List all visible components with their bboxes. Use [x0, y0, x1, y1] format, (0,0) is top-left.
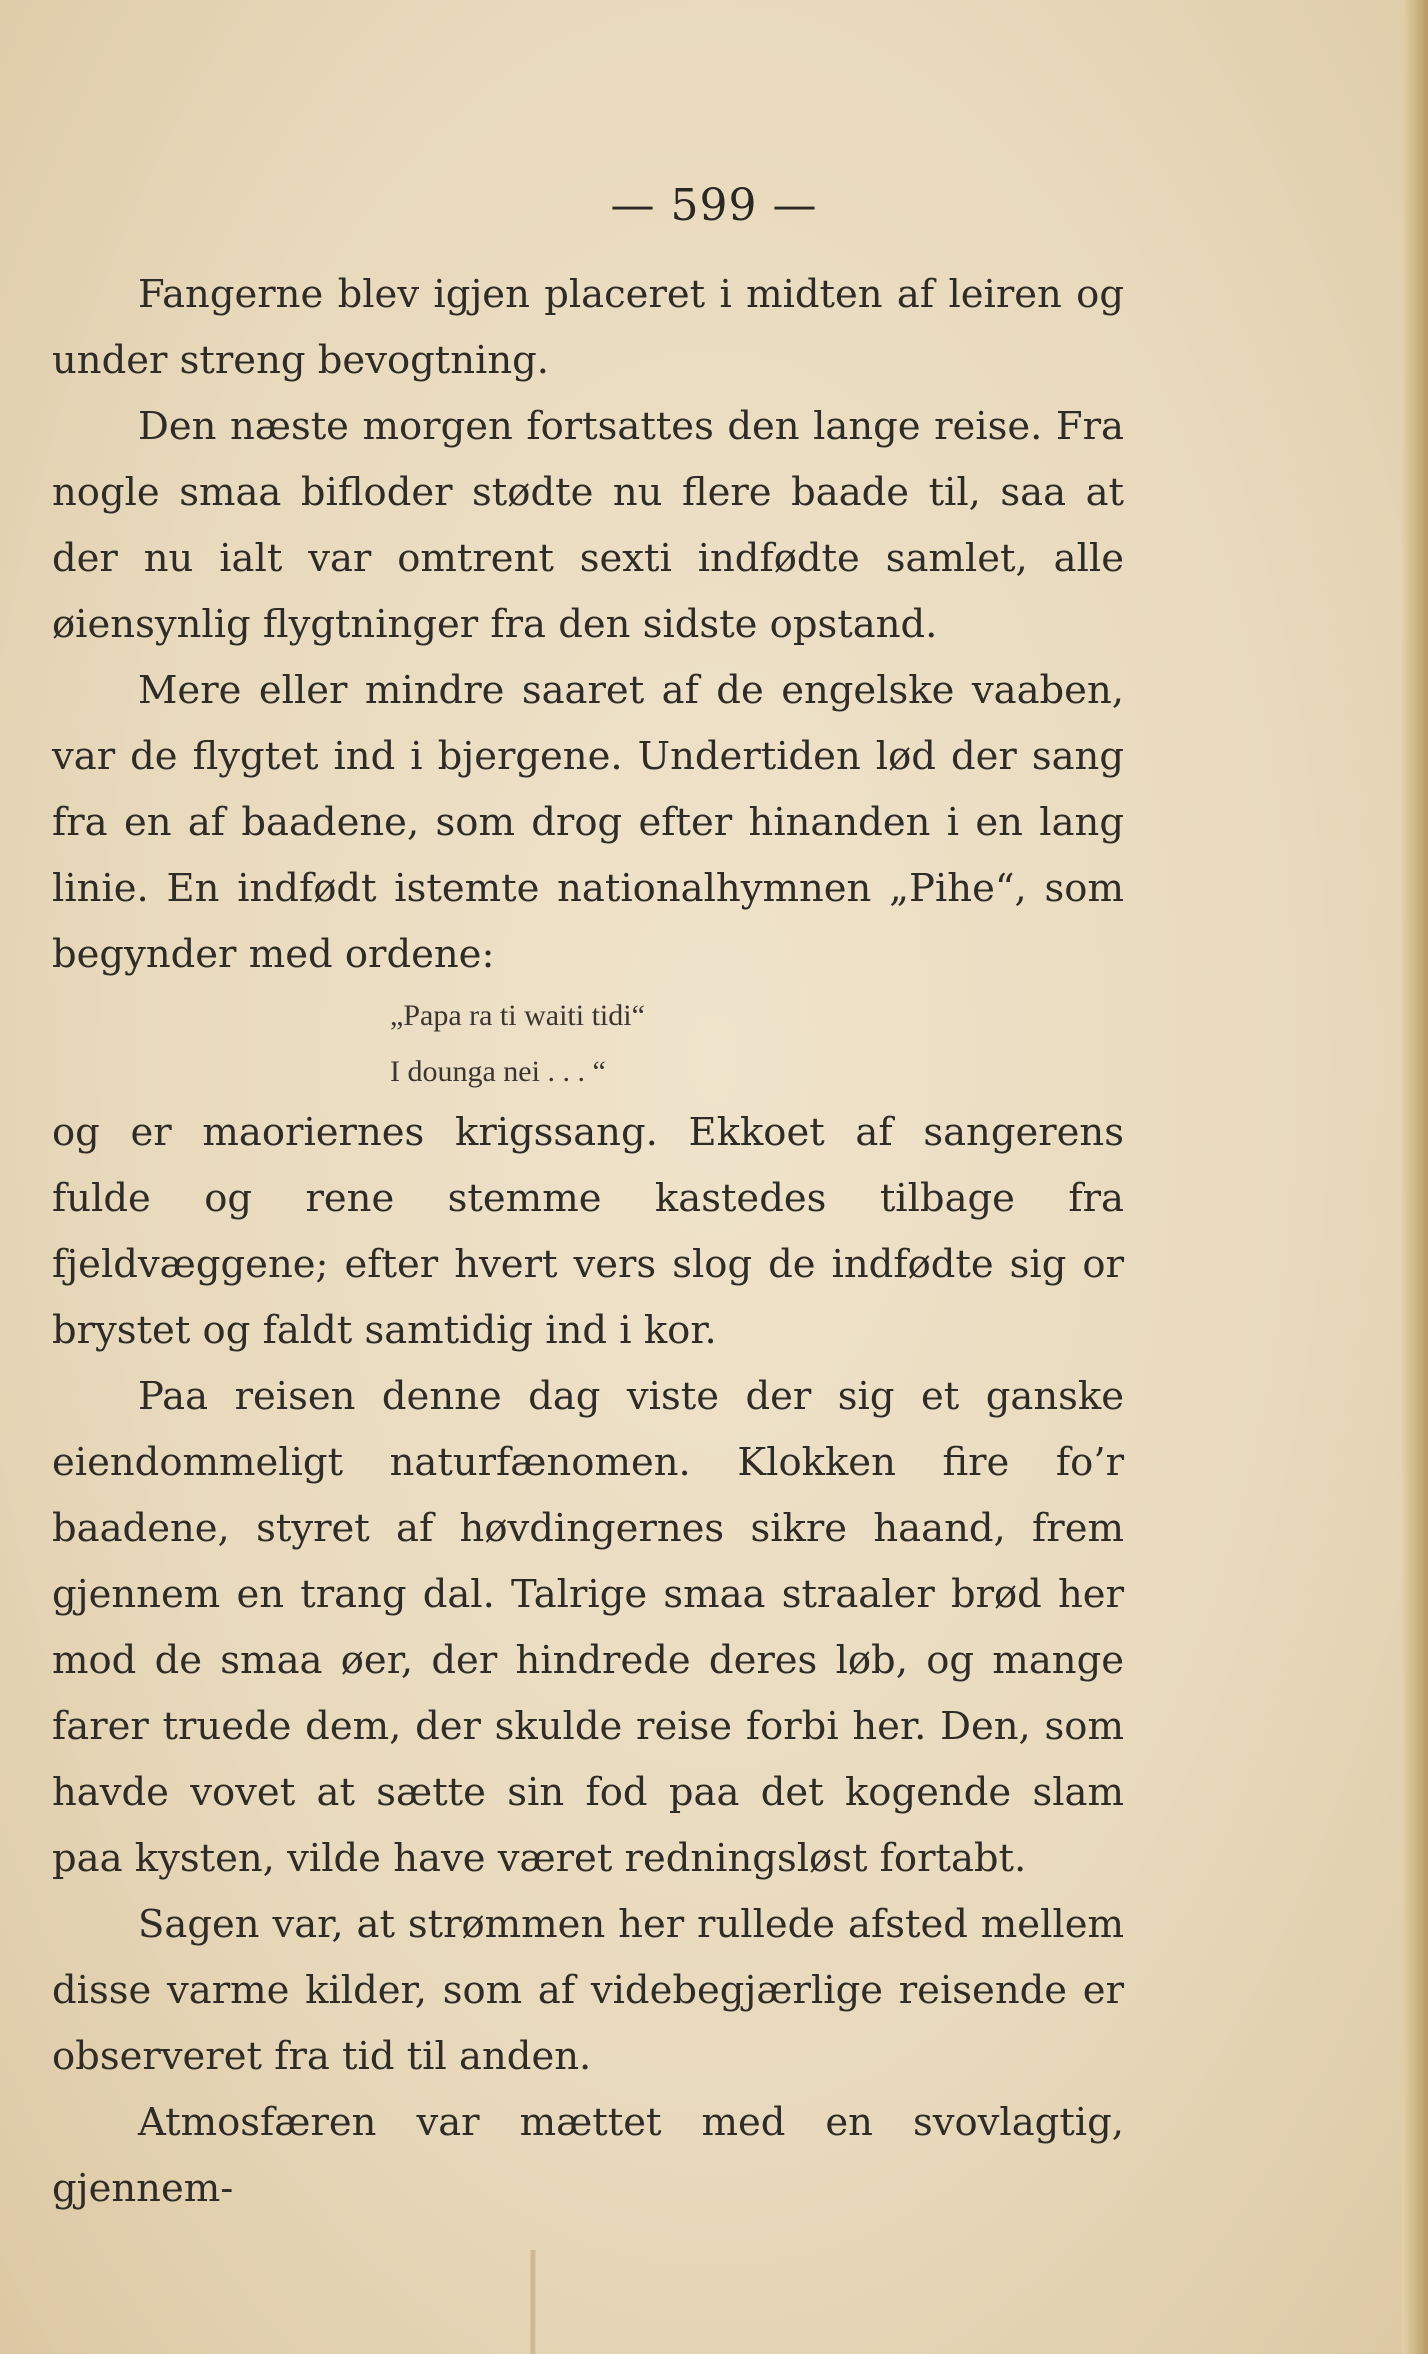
page-fold-mark [530, 2250, 536, 2354]
paragraph-6: Sagen var, at strømmen her rullede afsted mellem disse varme kilder, som af videbegjærlige reisende er observeret fra tid til anden. [52, 1902, 1124, 2079]
paragraph-2: Den næste morgen fortsattes den lange reise. Fra nogle smaa bifloder stødte nu flere baade til, saa at der nu ialt var omtrent sexti indfødte samlet, alle øiensynlig flygtninger fra den sidste opstand. [52, 404, 1124, 647]
verse-line-1: „Papa ra ti waiti tidi“ [390, 999, 645, 1032]
paragraph-7: Atmosfæren var mættet med en svovlagtig, gjennem- [52, 2100, 1124, 2211]
body-text [52, 262, 1124, 2222]
verse-line-2: I dounga nei . . . “ [390, 1055, 606, 1088]
paragraph-5: Paa reisen denne dag viste der sig et ganske eiendommeligt naturfænomen. Klokken fire fo’r baadene, styret af høvdingernes sikre haand, frem gjennem en trang dal. Talrige smaa straaler brød her mod de smaa øer, der hindrede deres løb, og mange farer truede dem, der skulde reise forbi her. Den, som havde vovet at sætte sin fod paa det kogende slam paa kysten, vilde have været redningsløst fortabt. [52, 1374, 1124, 1881]
verse-quote [52, 988, 1124, 1100]
paragraph-1: Fangerne blev igjen placeret i midten af leiren og under streng bevogtning. [52, 272, 1124, 383]
paragraph-4: og er maoriernes krigssang. Ekkoet af sangerens fulde og rene stemme kastedes tilbage fra fjeldvæggene; efter hvert vers slog de indfødte sig or brystet og faldt samtidig ind i kor. [52, 1110, 1124, 1353]
page-edge [1402, 0, 1428, 2354]
paragraph-3: Mere eller mindre saaret af de engelske vaaben, var de flygtet ind i bjergene. Undertiden lød der sang fra en af baadene, som drog efter hinanden i en lang linie. En indfødt istemte nationalhymnen „Pihe“, som begynder med ordene: [52, 668, 1124, 977]
page-number: — 599 — [610, 180, 818, 231]
